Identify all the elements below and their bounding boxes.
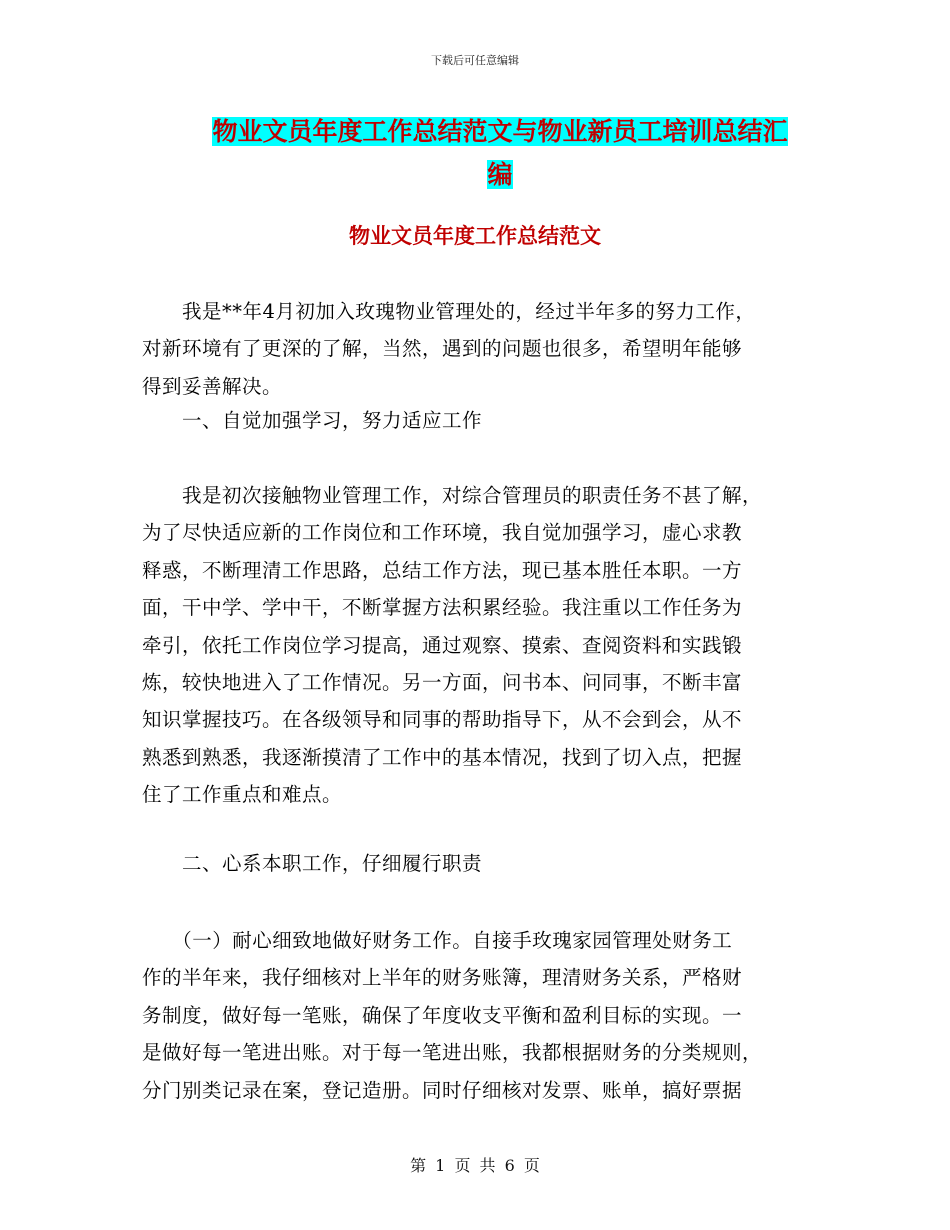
text-line: 务制度，做好每一笔账，确保了年度收支平衡和盈利目标的实现。一 bbox=[142, 1003, 743, 1027]
text-line: 释惑，不断理清工作思路，总结工作方法，现已基本胜任本职。一方 bbox=[142, 558, 743, 582]
text-line: 分门别类记录在案，登记造册。同时仔细核对发票、账单，搞好票据 bbox=[142, 1078, 743, 1102]
text-line: 知识掌握技巧。在各级领导和同事的帮助指导下，从不会到会，从不 bbox=[142, 708, 743, 732]
text-line: 我是初次接触物业管理工作，对综合管理员的职责任务不甚了解， bbox=[142, 484, 763, 507]
heading-learning bbox=[142, 402, 812, 439]
paragraph-learning bbox=[142, 477, 812, 814]
text-line: 炼，较快地进入了工作情况。另一方面，问书本、问同事，不断丰富 bbox=[142, 671, 743, 695]
text-line: 熟悉到熟悉，我逐渐摸清了工作中的基本情况，找到了切入点，把握 bbox=[142, 745, 743, 769]
title-highlight: 物业文员年度工作总结范文与物业新员工培训总结汇 bbox=[212, 117, 788, 146]
text-line: 作的半年来，我仔细核对上半年的财务账簿，理清财务关系，严格财 bbox=[142, 966, 743, 990]
text-line: 住了工作重点和难点。 bbox=[142, 783, 343, 807]
document-title bbox=[140, 110, 860, 196]
text-line: 我是**年4月初加入玫瑰物业管理处的，经过半年多的努力工作， bbox=[142, 300, 756, 323]
section-title: 物业文员年度工作总结范文 bbox=[349, 223, 601, 248]
text-line: 是做好每一笔进出账。对于每一笔进出账，我都根据财务的分类规则， bbox=[142, 1041, 763, 1065]
text-line: 为了尽快适应新的工作岗位和工作环境，我自觉加强学习，虚心求教 bbox=[142, 521, 743, 545]
heading-duties bbox=[142, 845, 812, 882]
page-header-note: 下载后可任意编辑 bbox=[431, 54, 519, 67]
text-line: 牵引，依托工作岗位学习提高，通过观察、摸索、查阅资料和实践锻 bbox=[142, 633, 743, 657]
text-line: 对新环境有了更深的了解，当然，遇到的问题也很多，希望明年能够 bbox=[142, 337, 743, 361]
document-title-line-1 bbox=[140, 110, 860, 153]
paragraph-intro bbox=[142, 293, 812, 405]
title-highlight: 编 bbox=[487, 160, 513, 189]
text-line: （一）耐心细致地做好财务工作。自接手玫瑰家园管理处财务工 bbox=[142, 929, 733, 952]
text-line: 面，干中学、学中干，不断掌握方法积累经验。我注重以工作任务为 bbox=[142, 596, 743, 620]
text-line: 二、心系本职工作，仔细履行职责 bbox=[142, 852, 483, 875]
document-title-line-2 bbox=[140, 153, 860, 196]
text-line: 一、自觉加强学习，努力适应工作 bbox=[142, 409, 483, 432]
page-number: 第 1 页 共 6 页 bbox=[410, 1156, 540, 1175]
text-line: 得到妥善解决。 bbox=[142, 374, 283, 398]
paragraph-finance bbox=[142, 922, 812, 1109]
